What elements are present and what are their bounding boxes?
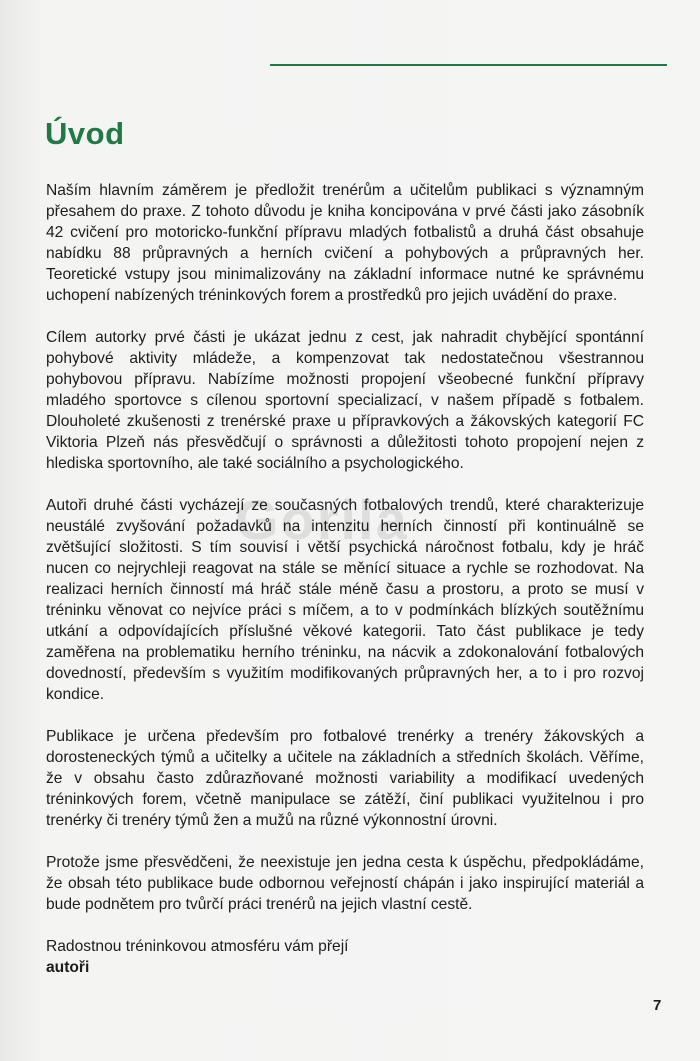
chapter-title: Úvod bbox=[45, 116, 125, 151]
body-text bbox=[46, 180, 644, 978]
paragraph-1: Naším hlavním záměrem je předložit trenérům a učitelům publikaci s významným přesahem do praxe. Z tohoto důvodu je kniha koncipována v prvé části jako zásobník 42 cvičení pro motoricko-funkční přípravu mladých fotbalistů a druhá část obsahuje nabídku 88 průpravných a herních cvičení a pohybových a průpravných her. Teoretické vstupy jsou minimalizovány na základní informace nutné ke správnému uchopení nabízených tréninkových forem a prostředků pro jejich uvádění do praxe. bbox=[46, 182, 644, 304]
page-number: 7 bbox=[653, 997, 662, 1014]
paragraph-4: Publikace je určena především pro fotbalové trenérky a trenéry žákovských a dorosteneckých týmů a učitelky a učitele na základních a středních školách. Věříme, že v obsahu často zdůrazňované možnosti variability a modifikací uvedených tréninkových forem, včetně manipulace se zátěží, činí publikaci využitelnou i pro trenérky či trenéry týmů žen a mužů na různé výkonnostní úrovni. bbox=[46, 728, 644, 829]
signature: autoři bbox=[46, 959, 90, 976]
watermark-logo: Gorila bbox=[235, 488, 409, 551]
header-rule bbox=[270, 64, 667, 66]
paragraph-5: Protože jsme přesvědčeni, že neexistuje jen jedna cesta k úspěchu, předpokládáme, že obsah této publikace bude odbornou veřejností chápán i jako inspirující materiál a bude podnětem pro tvůrčí práci trenérů na jejich vlastní cestě. bbox=[46, 854, 644, 913]
paragraph-2: Cílem autorky prvé části je ukázat jednu z cest, jak nahradit chybějící spontánní pohybové aktivity mládeže, a kompenzovat tak nedostatečnou všestrannou pohybovou přípravu. Nabízíme možnosti propojení všeobecné funkční přípravy mladého sportovce s cílenou sportovní specializací, v našem případě s fotbalem. Dlouholeté zkušenosti z trenérské praxe u přípravkových a žákovských kategorií FC Viktoria Plzeň nás přesvědčují o správnosti a důležitosti tohoto propojení nejen z hlediska sportovního, ale také sociálního a psychologického. bbox=[46, 329, 644, 472]
closing-line: Radostnou tréninkovou atmosféru vám přejí bbox=[46, 938, 349, 955]
paragraph-3: Autoři druhé části vycházejí ze současných fotbalových trendů, které charakterizuje neustálé zvyšování požadavků na intenzitu herních činností při kontinuálně se zvětšující složitosti. S tím souvisí i větší psychická náročnost fotbalu, kdy je hráč nucen co nejrychleji reagovat na stále se měnící situace a rychle se rozhodovat. Na realizaci herních činností má hráč stále méně času a prostoru, a proto se musí v tréninku věnovat co nejvíce práci s míčem, a to v podmínkách blízkých soutěžnímu utkání a odpovídajících příslušné věkové kategorii. Tato část publikace je tedy zaměřena na problematiku herního tréninku, na nácvik a zdokonalování fotbalových dovedností, především s využitím modifikovaných průpravných her, a to i pro rozvoj kondice. bbox=[46, 497, 644, 703]
